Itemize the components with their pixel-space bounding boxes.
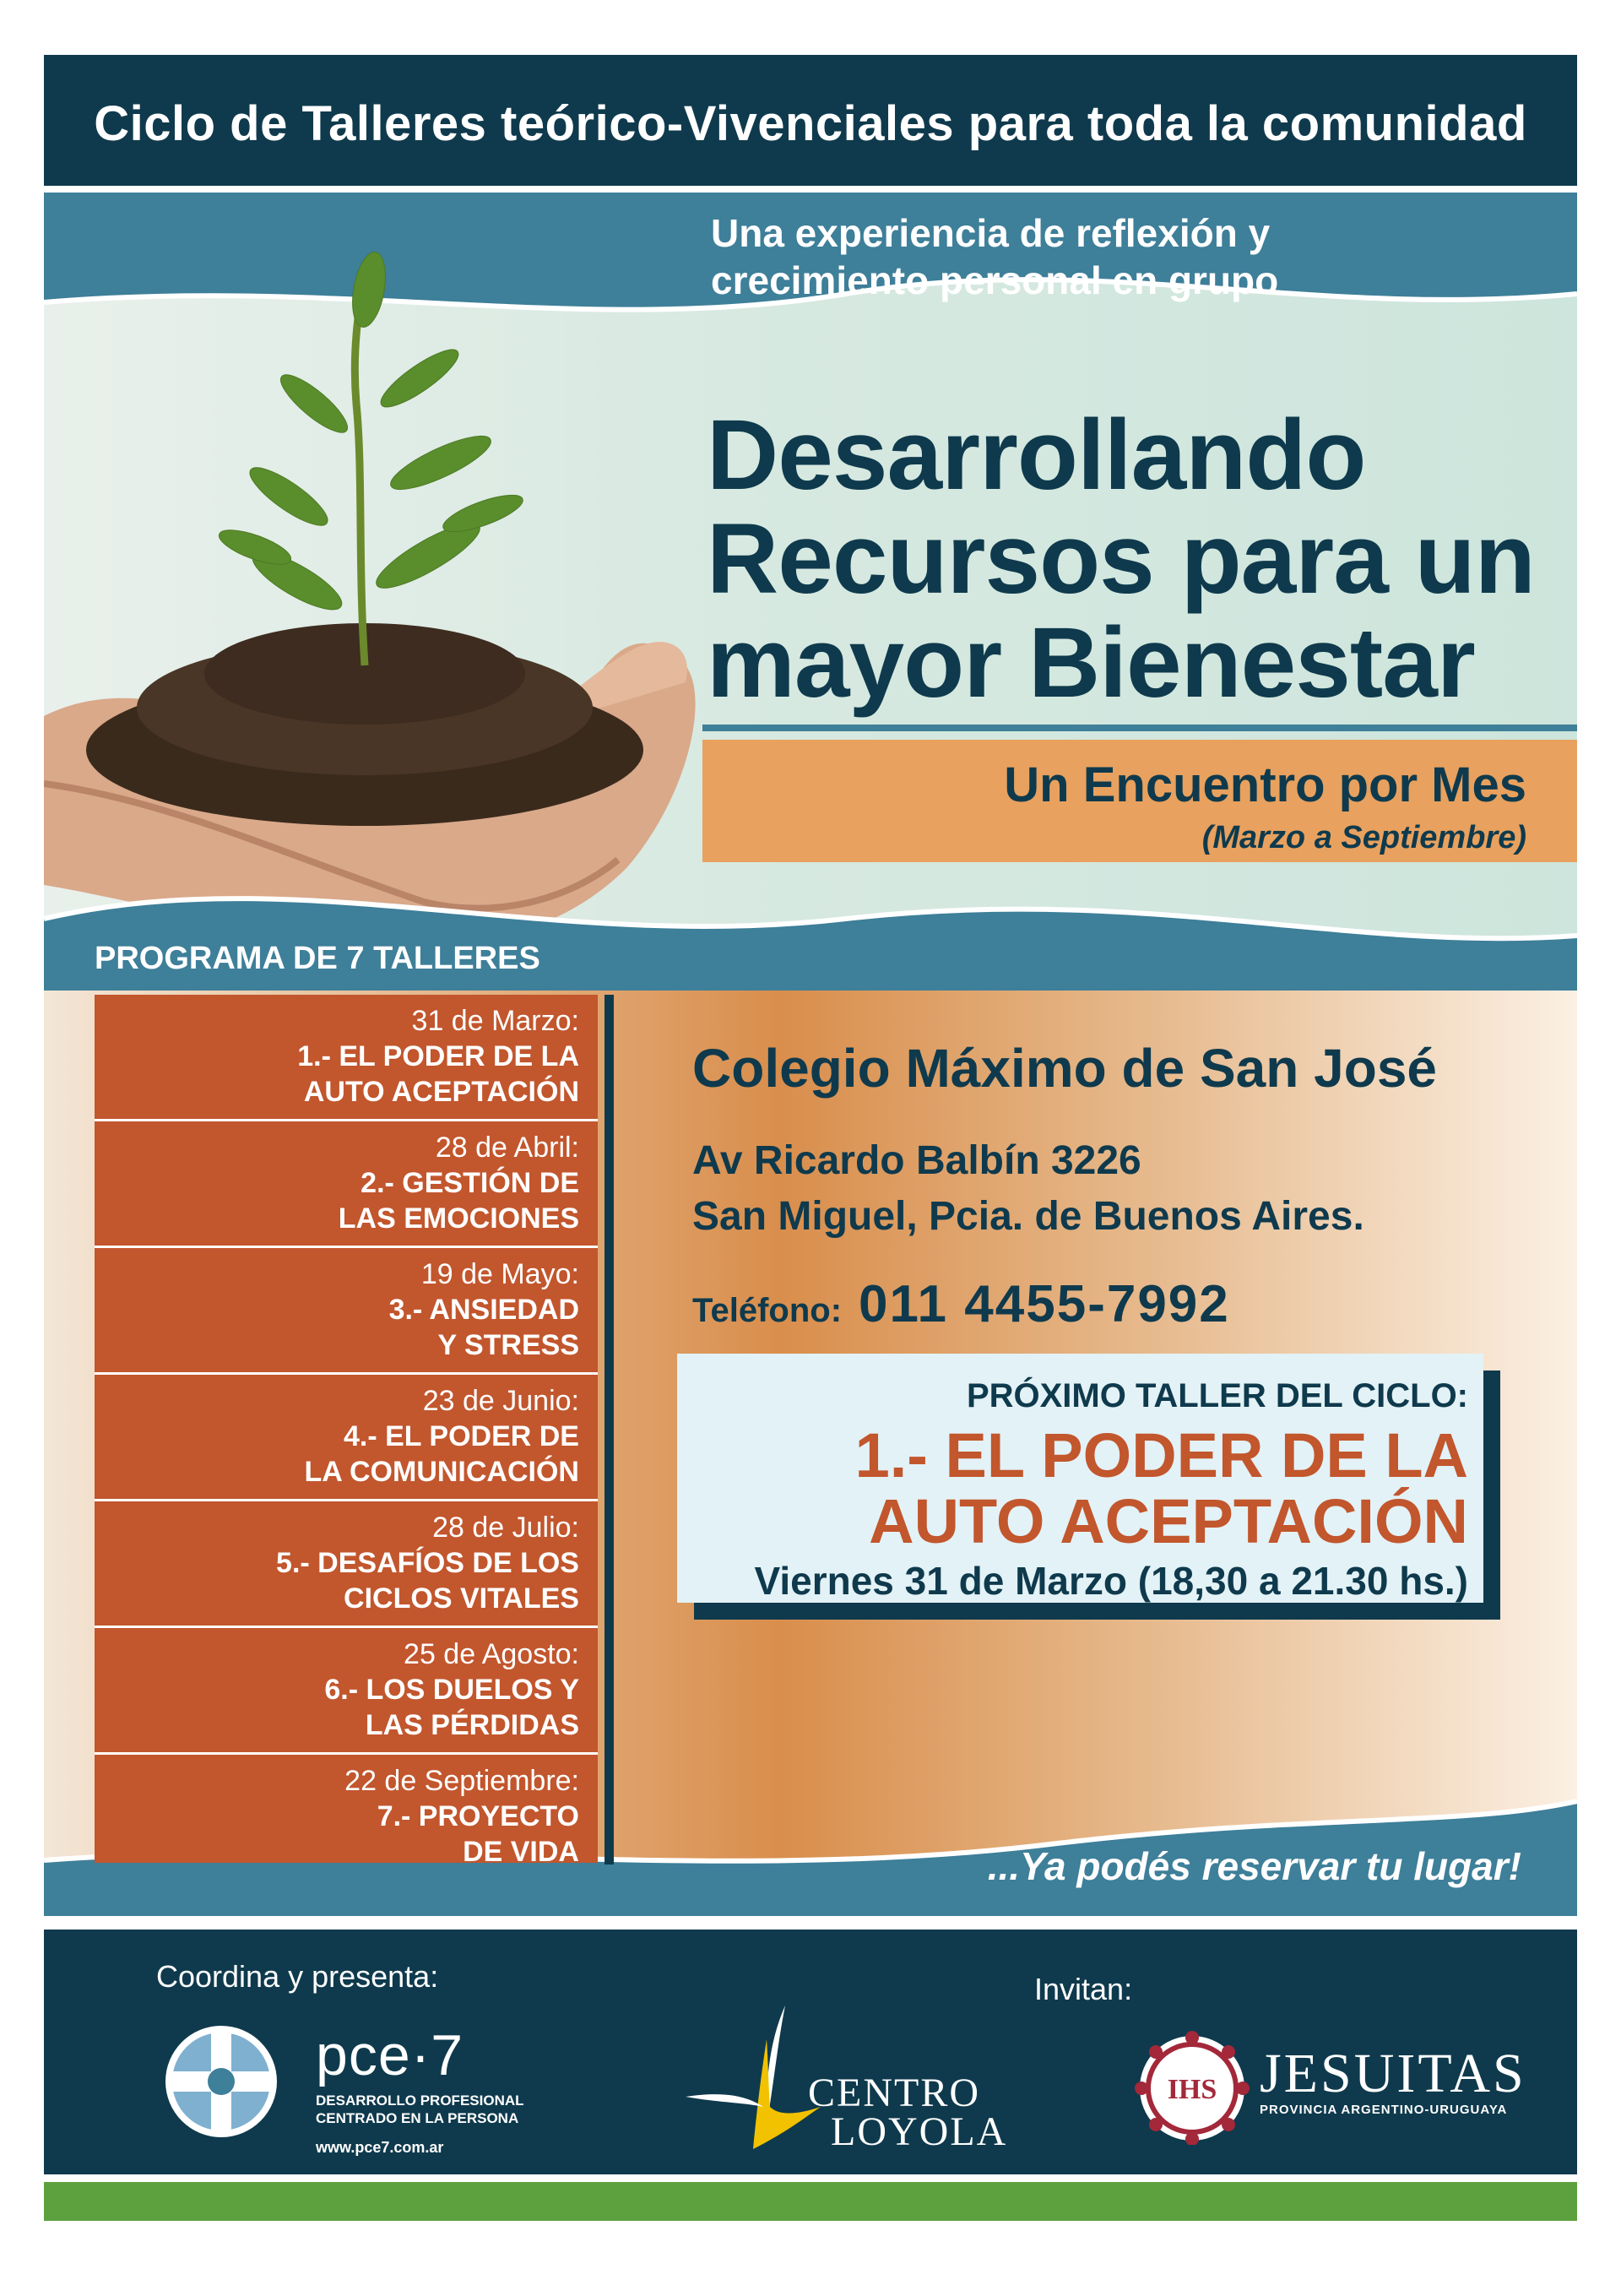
phone-label: Teléfono: (692, 1292, 843, 1329)
workshop-item: 28 de Abril: 2.- GESTIÓN DE LAS EMOCIONES (95, 1121, 598, 1248)
series-title: Ciclo de Talleres teórico-Vivenciales para toda la comunidad (94, 96, 1527, 151)
workshop-item: 31 de Marzo: 1.- EL PODER DE LA AUTO ACEPTACIÓN (95, 995, 598, 1121)
venue-name: Colegio Máximo de San José (692, 1038, 1437, 1099)
next-workshop-title (854, 1420, 1468, 1556)
top-banner (44, 55, 1577, 186)
hero-section (44, 193, 1577, 991)
phone-row (692, 1274, 1437, 1334)
plant-icon (215, 250, 527, 665)
venue-info (692, 1037, 1437, 1334)
workshop-list (95, 995, 598, 1868)
jesuitas-sub: PROVINCIA ARGENTINO-URUGUAYA (1260, 2103, 1508, 2117)
title-line-2: Recursos para un (707, 503, 1535, 615)
reserve-text: ...Ya podés reservar tu lugar! (987, 1844, 1521, 1888)
frequency-text: Un Encuentro por Mes (1004, 757, 1526, 812)
main-title (707, 399, 1535, 719)
coordina-label: Coordina y presenta: (156, 1959, 439, 1994)
pce7-desc-2: CENTRADO EN LA PERSONA (316, 2110, 519, 2126)
next-title-line-2: AUTO ACEPTACIÓN (869, 1486, 1468, 1556)
workshop-item: 22 de Septiembre: 7.- PROYECTO DE VIDA (95, 1755, 598, 1863)
svg-text:IHS: IHS (1167, 2074, 1217, 2105)
pce7-text (316, 2022, 524, 2157)
program-label: PROGRAMA DE 7 TALLERES (95, 941, 540, 976)
program-section (44, 991, 1577, 1916)
pce7-logo-icon (162, 2022, 280, 2141)
loyola-line-2: LOYOLA (831, 2109, 1008, 2154)
venue-address (692, 1133, 1437, 1245)
vertical-divider (604, 995, 614, 1864)
pce7-brand: pce·7 (316, 2023, 464, 2087)
address-line-2: San Miguel, Pcia. de Buenos Aires. (692, 1194, 1364, 1239)
subtitle-line-1: Una experiencia de reflexión y (711, 211, 1271, 255)
centro-loyola-logo (686, 1997, 1125, 2158)
jesuitas-logo (1260, 2042, 1526, 2117)
period-text: (Marzo a Septiembre) (1201, 820, 1526, 855)
pce7-website: www.pce7.com.ar (316, 2139, 444, 2156)
workshop-item: 23 de Junio: 4.- EL PODER DE LA COMUNICACIÓN (95, 1375, 598, 1501)
jesuitas-name: JESUITAS (1260, 2043, 1526, 2104)
green-bar (44, 2182, 1577, 2221)
next-title-line-1: 1.- EL PODER DE LA (854, 1420, 1468, 1490)
title-line-1: Desarrollando (707, 399, 1366, 511)
workshop-item: 25 de Agosto: 6.- LOS DUELOS Y LAS PÉRDIDAS (95, 1628, 598, 1755)
pce7-desc-1: DESARROLLO PROFESIONAL (316, 2092, 524, 2109)
next-workshop-box (677, 1354, 1483, 1603)
invitan-label: Invitan: (1034, 1972, 1133, 2006)
ihs-seal-icon (1133, 2031, 1251, 2145)
next-workshop-when: Viernes 31 de Marzo (18,30 a 21.30 hs.) (754, 1559, 1468, 1603)
footer (44, 1930, 1577, 2174)
subtitle-line-2: crecimiento personal en grupo (711, 258, 1279, 302)
phone-number: 011 4455-7992 (859, 1275, 1230, 1333)
workshop-item: 28 de Julio: 5.- DESAFÍOS DE LOS CICLOS VITALES (95, 1501, 598, 1628)
title-line-3: mayor Bienestar (707, 607, 1475, 719)
workshop-item: 19 de Mayo: 3.- ANSIEDAD Y STRESS (95, 1248, 598, 1375)
address-line-1: Av Ricardo Balbín 3226 (692, 1138, 1141, 1183)
pce7-desc (316, 2092, 524, 2127)
hero-subtitle (711, 209, 1278, 304)
frequency-bar (702, 740, 1577, 862)
loyola-swoosh-icon (686, 1997, 821, 2158)
loyola-line-1: CENTRO (808, 2071, 980, 2115)
next-workshop-heading: PRÓXIMO TALLER DEL CICLO: (966, 1377, 1468, 1414)
